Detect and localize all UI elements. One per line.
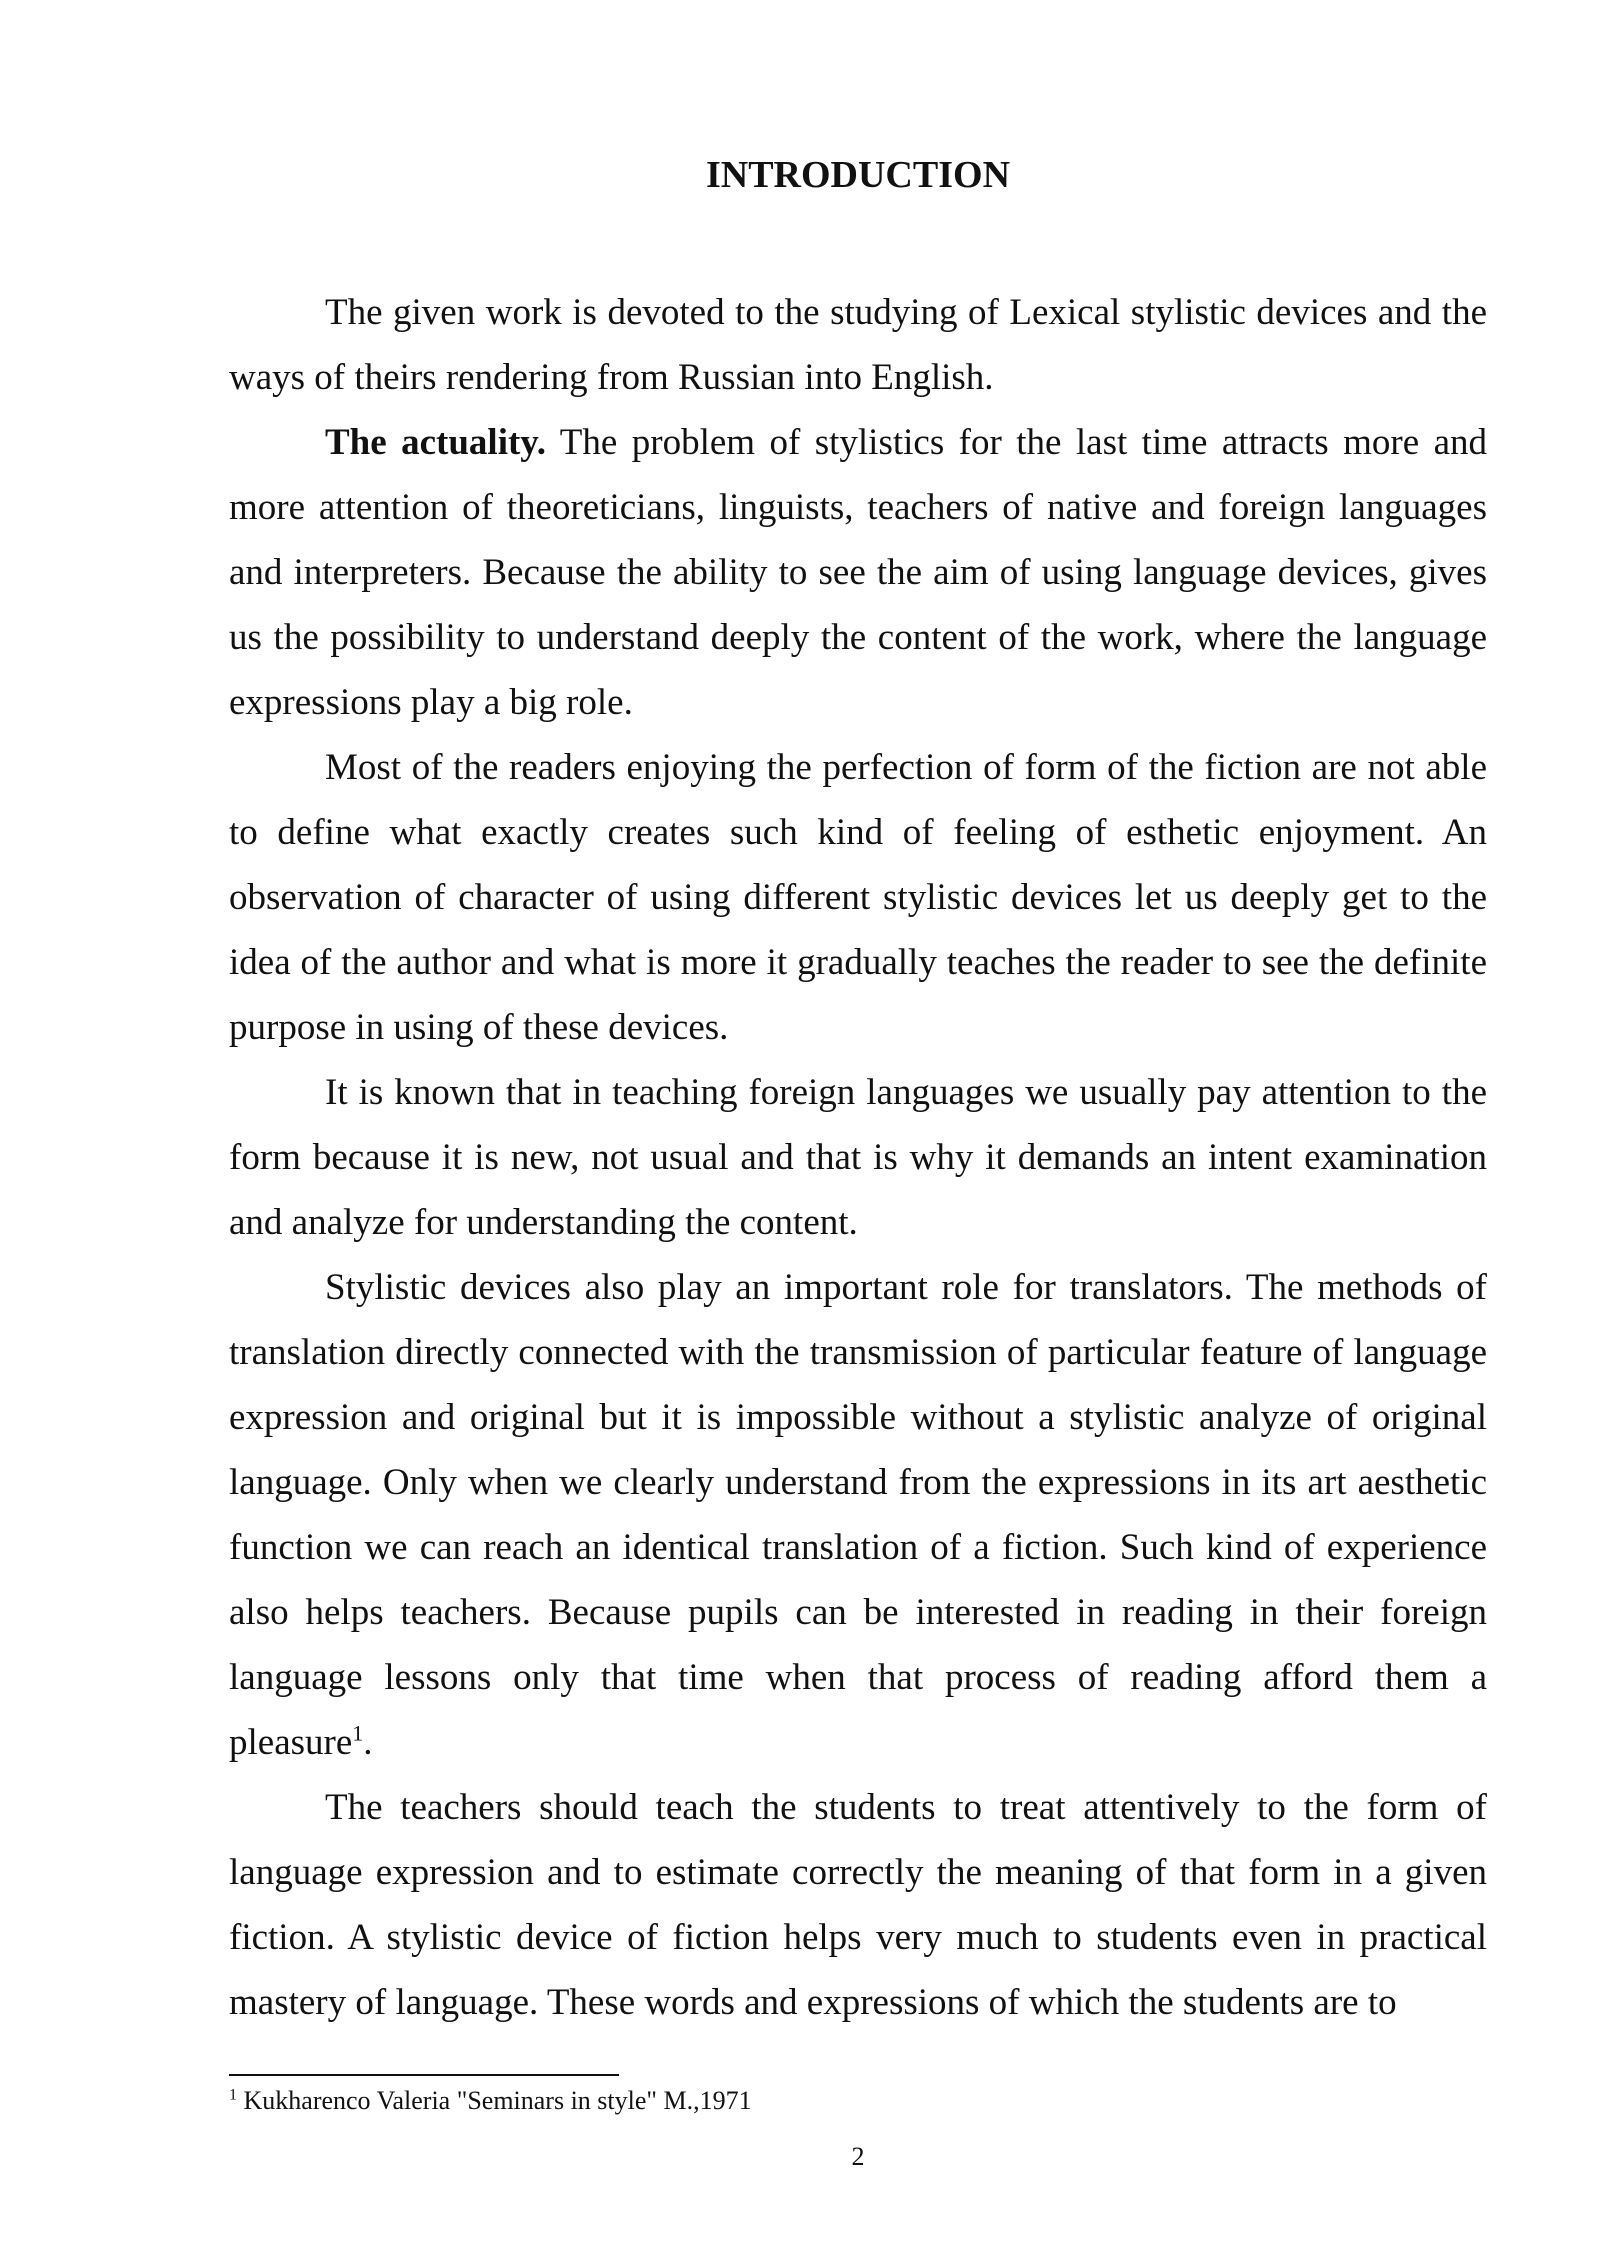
paragraph-readers: Most of the readers enjoying the perfection of form of the fiction are not able to define what exactly creates such kind of feeling of esthetic enjoyment. An observation of character of using different stylistic devices let us deeply get to the idea of the author and what is more it gradually teaches the reader to see the definite purpose in using of these devices. [229,747,1487,1048]
footnote-marker: 1 [229,2086,237,2104]
paragraph-teachers: The teachers should teach the students to treat attentively to the form of language expression and to estimate correctly the meaning of that form in a given fiction. A stylistic device of fiction helps very much to students even in practical mastery of language. These words and expressions of which the students are to [229,1787,1487,2023]
page-title: INTRODUCTION [705,154,1011,196]
footnote-divider [229,2074,619,2076]
footnote-text: Kukharenco Valeria "Seminars in style" M.,1971 [237,2086,752,2115]
paragraph-actuality-text: The problem of stylistics for the last time attracts more and more attention of theoreticians, linguists, teachers of native and foreign languages and interpreters. Because the ability to see the aim of using language devices, gives us the possibility to understand deeply the content of the work, where the language expressions play a big role. [229,422,1488,723]
footnote [229,2084,1487,2118]
paragraph-translators-end: . [363,1722,373,1763]
page-number: 2 [851,2142,865,2171]
paragraph-actuality [229,410,1487,735]
paragraph-teaching: It is known that in teaching foreign languages we usually pay attention to the form because it is new, not usual and that is why it demands an intent examination and analyze for understanding the content. [229,1072,1487,1243]
paragraph-intro: The given work is devoted to the studying of Lexical stylistic devices and the ways of theirs rendering from Russian into English. [229,292,1487,398]
paragraph-lead-actuality: The actuality. [325,422,547,463]
body-text [229,280,1487,2035]
footnote-reference[interactable]: 1 [352,1720,364,1746]
paragraph-translators-text: Stylistic devices also play an important role for translators. The methods of translation directly connected with the transmission of particular feature of language expression and original but it is impossible without a stylistic analyze of original language. Only when we clearly understand from the expressions in its art aesthetic function we can reach an identical translation of a fiction. Such kind of experience also helps teachers. Because pupils can be interested in reading in their foreign language lessons only that time when that process of reading afford them a pleasure [229,1267,1487,1763]
paragraph-translators [229,1255,1487,1775]
